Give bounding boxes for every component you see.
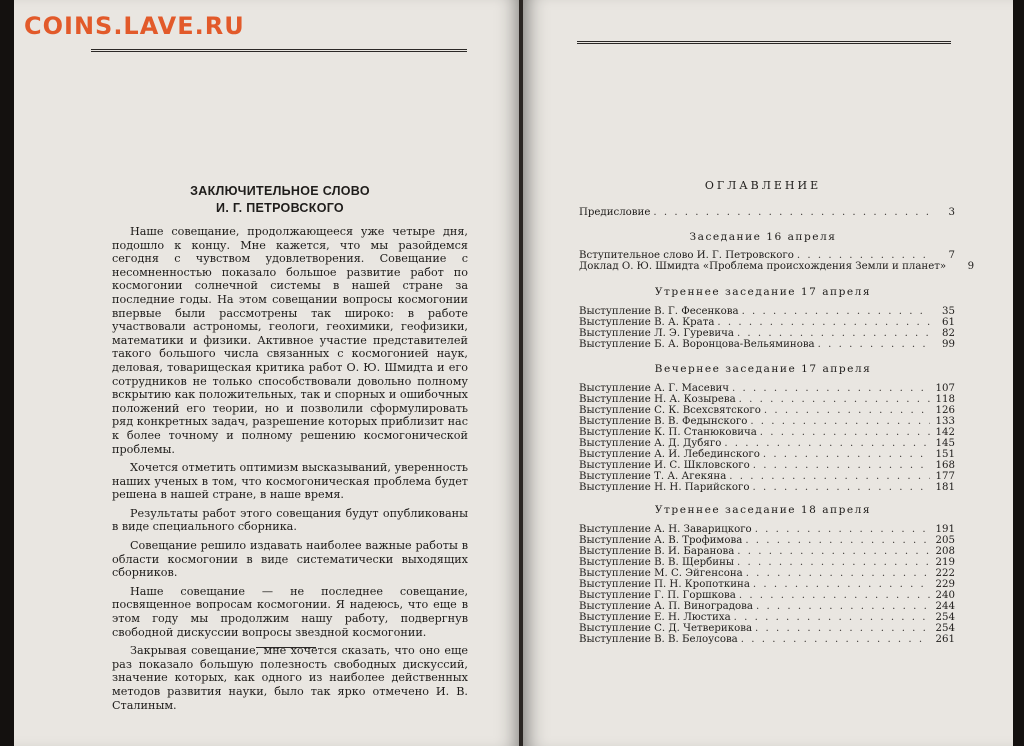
right-page <box>523 0 1013 746</box>
title-line: И. Г. ПЕТРОВСКОГО <box>216 201 344 215</box>
toc-entry-page: 61 <box>942 317 955 328</box>
toc-entry-text: Выступление К. П. Станюковича <box>579 427 757 438</box>
toc-entry <box>579 449 955 460</box>
toc-entry-text: Выступление Н. А. Козырева <box>579 394 736 405</box>
toc-entry <box>579 623 955 634</box>
toc-entry-text: Выступление Л. Э. Гуревича <box>579 328 734 339</box>
toc-entry-text: Выступление А. В. Трофимова <box>579 535 743 546</box>
toc-entry <box>579 482 955 493</box>
toc-entry-text: Выступление Е. Н. Люстиха <box>579 612 731 623</box>
toc-entry-page: 205 <box>935 535 955 546</box>
toc-entry-text: Выступление В. Г. Фесенкова <box>579 306 739 317</box>
toc-title: ОГЛАВЛЕНИЕ <box>704 179 822 192</box>
toc-entry-page: 240 <box>935 590 955 601</box>
toc-entry <box>579 405 955 416</box>
toc-entry-page: 3 <box>948 207 955 218</box>
top-rule <box>577 41 951 44</box>
toc-entry-text: Выступление С. К. Всехсвятского <box>579 405 761 416</box>
toc-entry <box>579 438 955 449</box>
left-page <box>14 0 521 746</box>
toc-entry-text: Выступление В. В. Федынского <box>579 416 748 427</box>
paragraph: Совещание решило издавать наиболее важные работы в области космогонии в виде систематически выходящих сборников. <box>112 539 468 580</box>
toc-entry <box>579 568 955 579</box>
toc-entry-text: Выступление Г. П. Горшкова <box>579 590 736 601</box>
toc-entry-page: 244 <box>935 601 955 612</box>
toc-entry <box>579 261 975 272</box>
toc-entry <box>579 383 955 394</box>
toc-entry-text: Выступление А. Н. Заварицкого <box>579 524 752 535</box>
toc-entry-text: Выступление Н. Н. Парийского <box>579 482 750 493</box>
toc-entry-page: 191 <box>935 524 955 535</box>
page-title <box>94 183 466 217</box>
toc-entry-text: Выступление В. В. Белоусова <box>579 634 738 645</box>
toc-entry-page: 177 <box>935 471 955 482</box>
section-heading: Вечернее заседание 17 апреля <box>654 363 872 375</box>
toc-entry <box>579 394 955 405</box>
toc-entry-text: Выступление С. Д. Четверикова <box>579 623 753 634</box>
toc-entry-text: Выступление В. А. Крата <box>579 317 715 328</box>
toc-entry-page: 151 <box>935 449 955 460</box>
toc-entry-page: 254 <box>935 612 955 623</box>
toc-entry-page: 261 <box>935 634 955 645</box>
toc-entry <box>579 339 955 350</box>
toc-entry-text: Выступление А. П. Виноградова <box>579 601 753 612</box>
toc-entry-text: Выступление А. Д. Дубяго <box>579 438 722 449</box>
toc-entry-page: 168 <box>935 460 955 471</box>
toc-entry <box>579 207 955 218</box>
toc-entry-page: 222 <box>935 568 955 579</box>
toc-entry-page: 35 <box>942 306 955 317</box>
toc-entry <box>579 250 955 261</box>
toc-entry-text: Выступление Б. А. Воронцова-Вельяминова <box>579 339 815 350</box>
toc-entry <box>579 460 955 471</box>
toc-entry-text: Выступление П. Н. Кропоткина <box>579 579 750 590</box>
toc-entry-page: 107 <box>935 383 955 394</box>
toc-entry <box>579 557 955 568</box>
paragraph: Наше совещание, продолжающееся уже четыре дня, подошло к концу. Мне кажется, что мы разойдемся сегодня с чувством удовлетворения. Совещание с несомненностью показало большое развитие работ по космогонии солнечной системы в нашей стране за последние годы. На этом совещании вопросы космогонии впервые были рассмотрены так широко: в работе участвовали астрономы, геологи, геохимики, геофизики, математики и физики. Активное участие представителей такого большого числа связанных с космогонией наук, деловая, товарищеская критика работ О. Ю. Шмидта и его сотрудников не только способствовали довольно полному вскрытию как положительных, так и спорных и ошибочных положений его теории, но и позволили сформулировать ряд конкретных задач, разрешение которых приблизит нас к более точному и полному решению космогонической проблемы. <box>112 225 468 456</box>
paragraph: Результаты работ этого совещания будут опубликованы в виде специального сборника. <box>112 506 468 534</box>
toc-entry-page: 145 <box>935 438 955 449</box>
paragraph: Закрывая совещание, мне хочется сказать, что оно еще раз показало большую полезность свободных дискуссий, значение которых, как одного из наиболее действенных методов развития науки, было так ярко отмечено И. В. Сталиным. <box>112 644 468 712</box>
toc-entry-text: Выступление Т. А. Агекяна <box>579 471 727 482</box>
toc-entry-text: Вступительное слово И. Г. Петровского <box>579 250 794 261</box>
toc-entry-page: 118 <box>935 394 955 405</box>
toc-entry-page: 254 <box>935 623 955 634</box>
toc-entry-text: Выступление И. С. Шкловского <box>579 460 750 471</box>
toc-entry <box>579 524 955 535</box>
toc-entry-page: 82 <box>942 328 955 339</box>
toc-entry <box>579 535 955 546</box>
section-heading: Заседание 16 апреля <box>689 231 837 243</box>
toc-entry <box>579 416 955 427</box>
body-text <box>112 225 468 717</box>
toc-entry <box>579 546 955 557</box>
toc-entry-page: 142 <box>935 427 955 438</box>
toc-entry-text: Выступление А. И. Лебединского <box>579 449 760 460</box>
toc-entry-text: Выступление А. Г. Масевич <box>579 383 729 394</box>
toc-entry <box>579 471 955 482</box>
toc-entry <box>579 579 955 590</box>
toc-entry <box>579 317 955 328</box>
toc-entry <box>579 306 955 317</box>
toc-entry-page: 126 <box>935 405 955 416</box>
section-heading: Утреннее заседание 18 апреля <box>654 504 872 516</box>
toc-entry-page: 208 <box>935 546 955 557</box>
toc-entry-text: Предисловие <box>579 207 651 218</box>
toc-entry <box>579 427 955 438</box>
section-heading: Утреннее заседание 17 апреля <box>654 286 872 298</box>
toc-entry-page: 219 <box>935 557 955 568</box>
closing-rule <box>256 647 316 648</box>
toc-entry <box>579 612 955 623</box>
toc-entry-text: Выступление В. И. Баранова <box>579 546 735 557</box>
toc-entry-text: Доклад О. Ю. Шмидта «Проблема происхождения Земли и планет» <box>579 261 947 272</box>
paragraph: Хочется отметить оптимизм высказываний, уверенность наших ученых в том, что космогоническая проблема будет решена в нашей стране, в наше время. <box>112 461 468 502</box>
toc-entry-text: Выступление В. В. Щербины <box>579 557 734 568</box>
toc-entry-page: 181 <box>935 482 955 493</box>
toc-entry <box>579 328 955 339</box>
toc-entry-page: 9 <box>967 261 975 272</box>
title-line: ЗАКЛЮЧИТЕЛЬНОЕ СЛОВО <box>190 184 370 198</box>
toc-entry <box>579 601 955 612</box>
toc-entry-text: Выступление М. С. Эйгенсона <box>579 568 743 579</box>
toc-entry-page: 229 <box>935 579 955 590</box>
paragraph: Наше совещание — не последнее совещание, посвященное вопросам космогонии. Я надеюсь, что еще в этом году мы продолжим нашу работу, подвергнув свободной дискуссии вопросы звездной космогонии. <box>112 584 468 639</box>
watermark-logo: COINS.LAVE.RU <box>24 12 245 40</box>
toc-entry-page: 133 <box>935 416 955 427</box>
toc-entry-page: 99 <box>942 339 955 350</box>
toc-entry <box>579 590 955 601</box>
toc-entry-page: 7 <box>948 250 955 261</box>
top-rule <box>91 49 467 52</box>
toc-entry <box>579 634 955 645</box>
